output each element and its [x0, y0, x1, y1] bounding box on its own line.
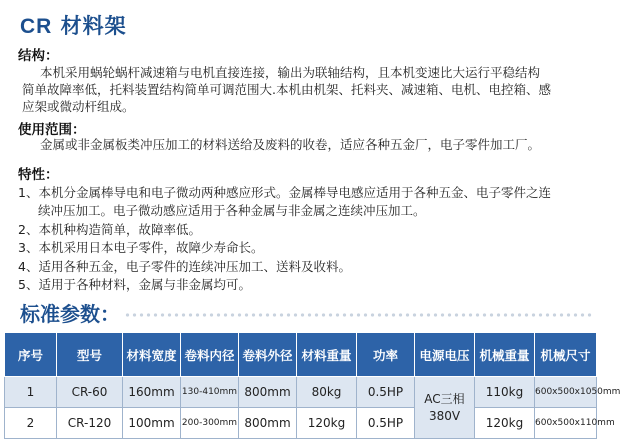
header-width: 材料宽度	[123, 333, 181, 377]
structure-heading: 结构：	[18, 48, 59, 64]
header-inner: 卷料内径	[181, 333, 239, 377]
feature-item-1-cont: 续冲压加工。电子微动感应适用于各种金属与非金属之连续冲压加工。	[38, 203, 426, 219]
table-header-row	[5, 333, 597, 377]
header-size: 机械尺寸	[535, 333, 597, 377]
spec-table	[4, 332, 620, 439]
cell-weight: 120kg	[297, 408, 357, 439]
features-list	[18, 184, 593, 294]
cell-outer: 800mm	[239, 408, 297, 439]
cell-mweight: 120kg	[475, 408, 535, 439]
cell-width: 160mm	[123, 377, 181, 408]
structure-line-3: 应架或微动杆组成。	[22, 99, 135, 114]
usage-heading: 使用范围：	[18, 122, 86, 138]
cell-width: 100mm	[123, 408, 181, 439]
header-model: 型号	[57, 333, 123, 377]
structure-line-2: 简单故障率低，托料装置结构简单可调范围大.本机由机架、托料夹、减速箱、电机、电控箱、感	[22, 82, 551, 97]
cell-power: 0.5HP	[357, 377, 415, 408]
header-mweight: 机械重量	[475, 333, 535, 377]
feature-item-2: 2、本机种构造简单，故障率低。	[18, 221, 201, 237]
voltage-line-2: 380V	[428, 408, 461, 423]
cell-weight: 80kg	[297, 377, 357, 408]
table-row	[5, 377, 597, 408]
cell-voltage	[415, 377, 475, 439]
cell-inner: 200-300mm	[181, 408, 239, 439]
voltage-line-1: AC三相	[424, 391, 465, 406]
standard-title: 标准参数：	[20, 302, 120, 326]
page-title	[20, 10, 127, 40]
header-power: 功率	[357, 333, 415, 377]
feature-item-1: 1、本机分金属棒导电和电子微动两种感应形式。金属棒导电感应适用于各种五金、电子零件之连	[18, 185, 551, 200]
cell-size: 600x500x1050mm	[535, 377, 597, 408]
cell-inner: 130-410mm	[181, 377, 239, 408]
header-no: 序号	[5, 333, 57, 377]
header-weight: 材料重量	[297, 333, 357, 377]
title-text: 材料架	[60, 14, 127, 38]
dotted-divider	[124, 312, 594, 318]
features-heading: 特性：	[18, 167, 59, 183]
cell-no: 1	[5, 377, 57, 408]
feature-item-5: 5、适用于各种材料，金属与非金属均可。	[18, 277, 251, 293]
header-voltage: 电源电压	[415, 333, 475, 377]
cell-mweight: 110kg	[475, 377, 535, 408]
cell-model: CR-60	[57, 377, 123, 408]
feature-item-4: 4、适用各种五金，电子零件的连续冲压加工、送料及收料。	[18, 258, 351, 274]
cell-power: 0.5HP	[357, 408, 415, 439]
feature-item-3: 3、本机采用日本电子零件，故障少寿命长。	[18, 240, 264, 256]
title-prefix: CR	[20, 15, 53, 38]
cell-outer: 800mm	[239, 377, 297, 408]
header-outer: 卷料外径	[239, 333, 297, 377]
cell-model: CR-120	[57, 408, 123, 439]
usage-text: 金属或非金属板类冲压加工的材料送给及废料的收卷，适应各种五金厂，电子零件加工厂。	[40, 137, 541, 152]
structure-line-1: 本机采用蜗轮蜗杆减速箱与电机直接连接，输出为联轴结构，且本机变速比大运行平稳结构	[40, 65, 541, 80]
cell-no: 2	[5, 408, 57, 439]
table-row	[5, 408, 597, 439]
cell-size: 600x500x110mm	[535, 408, 597, 439]
